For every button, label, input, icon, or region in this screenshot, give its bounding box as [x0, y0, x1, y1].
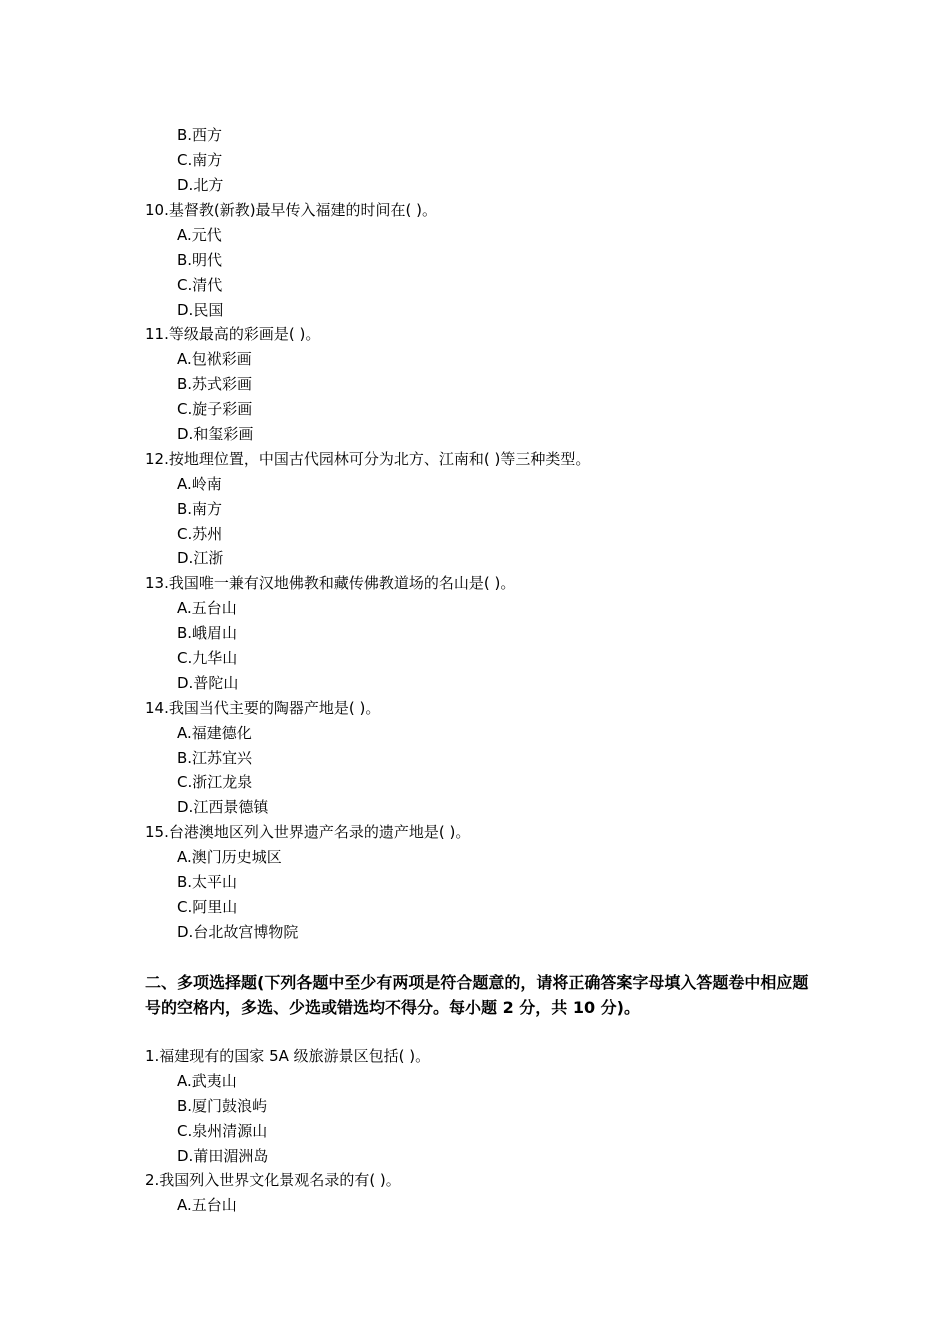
question-15: [145, 820, 815, 944]
option: A.包袱彩画: [177, 350, 252, 369]
option: A.澳门历史城区: [177, 848, 282, 867]
option: D.北方: [177, 175, 224, 194]
question-stem: 11.等级最高的彩画是( )。: [145, 325, 321, 344]
option: D.普陀山: [177, 673, 239, 692]
question-14: [145, 696, 815, 820]
option: C.旋子彩画: [177, 400, 253, 419]
question-11: [145, 322, 815, 446]
multi-choice-questions: [145, 1044, 815, 1218]
multi-question-2: [145, 1168, 815, 1218]
multi-question-1: [145, 1044, 815, 1168]
section-2-heading: 二、多项选择题(下列各题中至少有两项是符合题意的，请将正确答案字母填入答题卷中相应题号的空格内，多选、少选或错选均不得分。每小题 2 分，共 10 分)。: [145, 973, 809, 1017]
option: D.江浙: [177, 549, 224, 568]
option: B.太平山: [177, 873, 238, 892]
option: B.峨眉山: [177, 624, 238, 643]
option: A.岭南: [177, 474, 222, 493]
option: B.苏式彩画: [177, 375, 253, 394]
option: A.武夷山: [177, 1071, 237, 1090]
question-stem: 12.按地理位置，中国古代园林可分为北方、江南和( )等三种类型。: [145, 449, 591, 468]
option: A.五台山: [177, 1196, 237, 1215]
option: D.莆田湄洲岛: [177, 1146, 269, 1165]
question-10: [145, 198, 815, 322]
option: A.元代: [177, 225, 222, 244]
option: B.明代: [177, 250, 223, 269]
option: D.和玺彩画: [177, 425, 254, 444]
option: B.厦门鼓浪屿: [177, 1096, 268, 1115]
option: B.江苏宜兴: [177, 748, 253, 767]
question-stem: 1.福建现有的国家 5A 级旅游景区包括( )。: [145, 1047, 431, 1065]
question-13: [145, 571, 815, 695]
option: C.苏州: [177, 524, 223, 543]
option: C.浙江龙泉: [177, 773, 253, 792]
question-stem: 2.我国列入世界文化景观名录的有( )。: [145, 1171, 401, 1190]
option: C.阿里山: [177, 897, 238, 916]
option: B.西方: [177, 126, 223, 144]
option: A.福建德化: [177, 723, 252, 742]
option: D.民国: [177, 300, 224, 319]
question-stem: 15.台港澳地区列入世界遗产名录的遗产地是( )。: [145, 823, 471, 842]
option: A.五台山: [177, 599, 237, 618]
top-options: [145, 123, 815, 198]
option: C.清代: [177, 275, 223, 294]
option: B.南方: [177, 499, 223, 518]
option: C.九华山: [177, 649, 238, 668]
single-choice-questions: [145, 198, 815, 945]
question-stem: 14.我国当代主要的陶器产地是( )。: [145, 698, 381, 717]
option: D.江西景德镇: [177, 798, 269, 817]
option: D.台北故宫博物院: [177, 922, 299, 941]
question-stem: 13.我国唯一兼有汉地佛教和藏传佛教道场的名山是( )。: [145, 574, 516, 593]
option: C.南方: [177, 150, 223, 169]
question-12: [145, 447, 815, 571]
question-stem: 10.基督教(新教)最早传入福建的时间在( )。: [145, 201, 438, 219]
option: C.泉州清源山: [177, 1121, 268, 1140]
